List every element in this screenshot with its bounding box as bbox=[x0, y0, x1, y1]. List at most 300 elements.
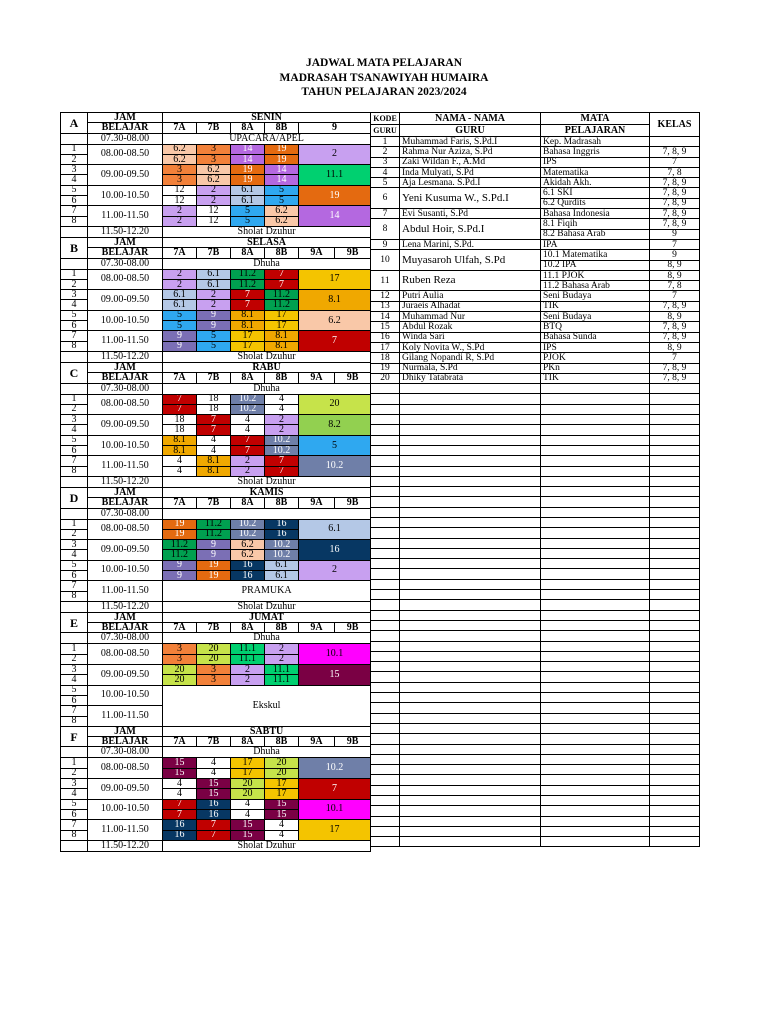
subject-cell: 5 bbox=[231, 216, 265, 226]
period-number bbox=[61, 601, 88, 612]
subject-cell: 17 bbox=[265, 779, 299, 789]
class-header: 8A bbox=[231, 623, 265, 633]
subject-cell: 6.1 bbox=[231, 196, 265, 206]
subject-cell: 19 bbox=[231, 175, 265, 185]
class-list: 7, 8, 9 bbox=[650, 322, 700, 332]
belajar-label: BELAJAR bbox=[88, 623, 163, 633]
subject-name: 10.1 Matematika bbox=[541, 250, 650, 260]
empty-cell bbox=[371, 579, 400, 589]
empty-cell bbox=[650, 631, 700, 641]
empty-cell bbox=[541, 590, 650, 600]
empty-cell bbox=[541, 723, 650, 733]
activity-cell: Sholat Dzuhur bbox=[163, 840, 371, 851]
empty-cell bbox=[400, 785, 541, 795]
empty-cell bbox=[650, 713, 700, 723]
empty-cell bbox=[541, 765, 650, 775]
nama-guru-label: GURU bbox=[400, 125, 541, 137]
subject-cell: 17 bbox=[231, 341, 265, 351]
belajar-label: BELAJAR bbox=[88, 123, 163, 133]
period-number: 2 bbox=[61, 529, 88, 539]
teacher-code: 8 bbox=[371, 219, 400, 240]
subject-cell: 18 bbox=[163, 425, 197, 435]
empty-cell bbox=[371, 445, 400, 455]
empty-cell bbox=[541, 641, 650, 651]
empty-cell bbox=[371, 816, 400, 826]
subject-cell: 11.1 bbox=[231, 654, 265, 664]
subject-cell: 4 bbox=[163, 466, 197, 476]
period-number: 6 bbox=[61, 321, 88, 331]
subject-cell: 8.1 bbox=[231, 310, 265, 320]
subject-cell: 11.2 bbox=[231, 269, 265, 279]
activity-cell: Sholat Dzuhur bbox=[163, 226, 371, 237]
belajar-label: BELAJAR bbox=[88, 248, 163, 258]
teacher-name: Koly Novita W., S.Pd bbox=[400, 342, 541, 352]
teacher-code: 5 bbox=[371, 178, 400, 188]
subject-cell: 20 bbox=[231, 779, 265, 789]
empty-cell bbox=[400, 837, 541, 847]
empty-cell bbox=[650, 435, 700, 445]
subject-cell: 11.2 bbox=[163, 550, 197, 560]
empty-cell bbox=[650, 548, 700, 558]
subject-cell: 9 bbox=[163, 331, 197, 341]
subject-cell: 8.1 bbox=[231, 321, 265, 331]
subject-name: Matematika bbox=[541, 167, 650, 177]
subject-cell: 6.1 bbox=[197, 279, 231, 289]
class-header: 8A bbox=[231, 373, 265, 383]
subject-cell: 6.2 bbox=[163, 154, 197, 164]
subject-name: 11.2 Bahasa Arab bbox=[541, 281, 650, 291]
subject-name: Bahasa Inggris bbox=[541, 147, 650, 157]
empty-cell bbox=[650, 528, 700, 538]
period-number bbox=[61, 133, 88, 144]
subject-cell: 11.1 bbox=[231, 644, 265, 654]
time-slot: 11.00-11.50 bbox=[88, 706, 163, 727]
subject-cell: 16 bbox=[231, 570, 265, 580]
subject-cell: 20 bbox=[163, 675, 197, 685]
subject-cell: 6.2 bbox=[231, 540, 265, 550]
period-number bbox=[61, 258, 88, 269]
period-number: 4 bbox=[61, 175, 88, 185]
subject-name: TIK bbox=[541, 373, 650, 383]
teacher-reference-table bbox=[370, 112, 700, 847]
empty-cell bbox=[371, 651, 400, 661]
teacher-code: 1 bbox=[371, 137, 400, 147]
period-number: 3 bbox=[61, 540, 88, 550]
belajar-label: BELAJAR bbox=[88, 373, 163, 383]
empty-cell bbox=[371, 476, 400, 486]
time-slot: 10.00-10.50 bbox=[88, 185, 163, 206]
title-line-3: TAHUN PELAJARAN 2023/2024 bbox=[301, 86, 467, 98]
empty-cell bbox=[400, 528, 541, 538]
period-number: 8 bbox=[61, 716, 88, 726]
subject-cell: 7 bbox=[231, 300, 265, 310]
empty-cell bbox=[541, 631, 650, 641]
empty-cell bbox=[650, 744, 700, 754]
subject-cell: 5 bbox=[265, 196, 299, 206]
subject-cell: 11.2 bbox=[265, 300, 299, 310]
subject-cell: 19 bbox=[163, 519, 197, 529]
empty-cell bbox=[541, 497, 650, 507]
class-list: 9 bbox=[650, 250, 700, 260]
class-header: 8B bbox=[265, 248, 299, 258]
empty-cell bbox=[400, 456, 541, 466]
subject-cell: 14 bbox=[231, 154, 265, 164]
time-slot: 08.00-08.50 bbox=[88, 644, 163, 665]
subject-cell: 11.2 bbox=[197, 519, 231, 529]
class-header: 9A bbox=[299, 373, 335, 383]
subject-cell: 2 bbox=[231, 456, 265, 466]
schedule-table bbox=[60, 112, 371, 852]
empty-cell bbox=[371, 435, 400, 445]
time-slot: 10.00-10.50 bbox=[88, 799, 163, 820]
subject-cell: 19 bbox=[265, 154, 299, 164]
class-list: 7 bbox=[650, 157, 700, 167]
time-slot: 09.00-09.50 bbox=[88, 165, 163, 186]
subject-cell: 7 bbox=[197, 415, 231, 425]
empty-cell bbox=[650, 404, 700, 414]
subject-cell: 20 bbox=[197, 644, 231, 654]
empty-cell bbox=[371, 394, 400, 404]
period-number: 2 bbox=[61, 154, 88, 164]
subject-cell: 2 bbox=[265, 425, 299, 435]
period-number: 5 bbox=[61, 185, 88, 195]
class-header: 8B bbox=[265, 498, 299, 508]
empty-cell bbox=[371, 754, 400, 764]
empty-cell bbox=[650, 620, 700, 630]
subject-name: Bahasa Sunda bbox=[541, 332, 650, 342]
empty-cell bbox=[371, 826, 400, 836]
class-9-cell: 16 bbox=[299, 540, 371, 561]
empty-cell bbox=[400, 796, 541, 806]
period-number: 4 bbox=[61, 789, 88, 799]
subject-cell: 4 bbox=[163, 456, 197, 466]
empty-cell bbox=[371, 528, 400, 538]
day-name: RABU bbox=[163, 362, 371, 372]
empty-cell bbox=[371, 713, 400, 723]
mata-label: MATA bbox=[541, 113, 650, 125]
day-letter: D bbox=[61, 487, 88, 508]
empty-cell bbox=[650, 590, 700, 600]
period-number: 7 bbox=[61, 456, 88, 466]
subject-cell: 5 bbox=[197, 331, 231, 341]
time-slot: 08.00-08.50 bbox=[88, 394, 163, 415]
empty-cell bbox=[650, 559, 700, 569]
teacher-name: Aja Lesmana. S.Pd.I bbox=[400, 178, 541, 188]
day-letter: A bbox=[61, 113, 88, 134]
subject-cell: 2 bbox=[265, 415, 299, 425]
period-number: 5 bbox=[61, 560, 88, 570]
empty-cell bbox=[650, 600, 700, 610]
teacher-code: 19 bbox=[371, 363, 400, 373]
period-number: 5 bbox=[61, 685, 88, 695]
subject-cell: 10.2 bbox=[231, 519, 265, 529]
teacher-code: 14 bbox=[371, 312, 400, 322]
teacher-name: Muhammad Faris, S.Pd.I bbox=[400, 137, 541, 147]
subject-cell: 16 bbox=[265, 519, 299, 529]
empty-cell bbox=[371, 517, 400, 527]
teacher-code: 10 bbox=[371, 250, 400, 271]
time-slot: 09.00-09.50 bbox=[88, 665, 163, 686]
class-9-cell: 2 bbox=[299, 144, 371, 165]
subject-cell: 3 bbox=[163, 654, 197, 664]
period-number: 3 bbox=[61, 290, 88, 300]
empty-cell bbox=[400, 538, 541, 548]
subject-cell: 6.1 bbox=[231, 185, 265, 195]
empty-cell bbox=[400, 487, 541, 497]
subject-name: 10.2 IPA bbox=[541, 260, 650, 270]
class-header: 9B bbox=[335, 623, 371, 633]
period-number bbox=[61, 747, 88, 758]
empty-cell bbox=[650, 806, 700, 816]
activity-cell: Sholat Dzuhur bbox=[163, 476, 371, 487]
class-header: 9B bbox=[335, 498, 371, 508]
teacher-name: Abdul Rozak bbox=[400, 322, 541, 332]
subject-name: 6.1 SKI bbox=[541, 188, 650, 198]
subject-cell: 19 bbox=[197, 560, 231, 570]
subject-cell: 8.1 bbox=[197, 466, 231, 476]
subject-cell: 2 bbox=[163, 216, 197, 226]
subject-cell: 10.2 bbox=[265, 446, 299, 456]
subject-cell: 6.2 bbox=[231, 550, 265, 560]
nama-label: NAMA - NAMA bbox=[400, 113, 541, 125]
title-line-2: MADRASAH TSANAWIYAH HUMAIRA bbox=[279, 71, 489, 84]
empty-cell bbox=[541, 445, 650, 455]
subject-cell: 14 bbox=[265, 175, 299, 185]
teacher-name: Nurmala, S.Pd bbox=[400, 363, 541, 373]
period-number: 7 bbox=[61, 331, 88, 341]
subject-name: 6.2 Qurdits bbox=[541, 198, 650, 208]
empty-cell bbox=[541, 651, 650, 661]
subject-cell: 17 bbox=[231, 331, 265, 341]
subject-cell: 16 bbox=[265, 529, 299, 539]
period-number: 4 bbox=[61, 550, 88, 560]
subject-cell: 16 bbox=[197, 799, 231, 809]
class-list: 7, 8, 9 bbox=[650, 332, 700, 342]
empty-cell bbox=[371, 693, 400, 703]
period-number: 3 bbox=[61, 665, 88, 675]
subject-cell: 15 bbox=[231, 830, 265, 840]
day-name: SENIN bbox=[163, 113, 371, 123]
empty-cell bbox=[371, 548, 400, 558]
subject-cell: 8.1 bbox=[163, 435, 197, 445]
subject-cell: 10.2 bbox=[231, 529, 265, 539]
time-slot: 08.00-08.50 bbox=[88, 519, 163, 540]
subject-cell: 4 bbox=[197, 446, 231, 456]
empty-cell bbox=[400, 682, 541, 692]
class-9-cell: 19 bbox=[299, 185, 371, 206]
subject-cell: 7 bbox=[231, 435, 265, 445]
subject-cell: 5 bbox=[163, 321, 197, 331]
subject-cell: 4 bbox=[265, 820, 299, 830]
empty-cell bbox=[541, 703, 650, 713]
period-number: 2 bbox=[61, 404, 88, 414]
empty-cell bbox=[541, 837, 650, 847]
class-header: 7A bbox=[163, 248, 197, 258]
empty-cell bbox=[541, 600, 650, 610]
teacher-name: Winda Sari bbox=[400, 332, 541, 342]
subject-cell: 2 bbox=[265, 654, 299, 664]
day-name: KAMIS bbox=[163, 487, 371, 497]
empty-cell bbox=[371, 497, 400, 507]
empty-cell bbox=[541, 425, 650, 435]
empty-cell bbox=[541, 713, 650, 723]
teacher-code: 2 bbox=[371, 147, 400, 157]
class-9-cell: 10.1 bbox=[299, 799, 371, 820]
subject-cell: 15 bbox=[265, 809, 299, 819]
period-number: 8 bbox=[61, 591, 88, 601]
empty-cell bbox=[650, 785, 700, 795]
period-number: 1 bbox=[61, 269, 88, 279]
guru-label: GURU bbox=[371, 125, 400, 137]
subject-cell: 17 bbox=[231, 768, 265, 778]
period-number: 6 bbox=[61, 809, 88, 819]
subject-cell: 18 bbox=[197, 404, 231, 414]
jam-label: JAM bbox=[88, 237, 163, 247]
teacher-name: Ruben Reza bbox=[400, 270, 541, 291]
class-9-cell: 10.1 bbox=[299, 644, 371, 665]
empty-cell bbox=[541, 404, 650, 414]
empty-cell bbox=[371, 682, 400, 692]
subject-cell: 10.2 bbox=[265, 540, 299, 550]
period-number: 8 bbox=[61, 341, 88, 351]
subject-cell: 8.1 bbox=[163, 446, 197, 456]
empty-cell bbox=[371, 538, 400, 548]
empty-cell bbox=[650, 569, 700, 579]
empty-cell bbox=[400, 394, 541, 404]
subject-cell: 17 bbox=[231, 758, 265, 768]
period-number: 2 bbox=[61, 279, 88, 289]
empty-cell bbox=[400, 466, 541, 476]
class-header: 8A bbox=[231, 248, 265, 258]
empty-cell bbox=[371, 641, 400, 651]
class-9-cell: 7 bbox=[299, 779, 371, 800]
subject-name: Akidah Akh. bbox=[541, 178, 650, 188]
empty-cell bbox=[400, 384, 541, 394]
period-number: 6 bbox=[61, 695, 88, 705]
empty-cell bbox=[371, 806, 400, 816]
teacher-name: Lena Marini, S.Pd. bbox=[400, 239, 541, 249]
class-9-cell: 10.2 bbox=[299, 758, 371, 779]
subject-cell: 20 bbox=[197, 654, 231, 664]
empty-cell bbox=[371, 662, 400, 672]
empty-cell bbox=[400, 744, 541, 754]
class-list: 8, 9 bbox=[650, 270, 700, 280]
empty-cell bbox=[371, 703, 400, 713]
class-header: 7B bbox=[197, 123, 231, 133]
empty-cell bbox=[541, 528, 650, 538]
subject-cell: 12 bbox=[197, 206, 231, 216]
subject-cell: 15 bbox=[163, 758, 197, 768]
subject-cell: 7 bbox=[197, 820, 231, 830]
empty-cell bbox=[541, 569, 650, 579]
subject-cell: 10.2 bbox=[265, 550, 299, 560]
day-name: JUMAT bbox=[163, 612, 371, 622]
subject-cell: 11.2 bbox=[231, 279, 265, 289]
class-header: 8B bbox=[265, 373, 299, 383]
teacher-name: Juraeis Alhadat bbox=[400, 301, 541, 311]
teacher-code: 6 bbox=[371, 188, 400, 209]
class-header: 9 bbox=[299, 123, 371, 133]
empty-cell bbox=[541, 826, 650, 836]
subject-cell: 8.1 bbox=[197, 456, 231, 466]
subject-cell: 6.1 bbox=[163, 300, 197, 310]
class-list: 7, 8, 9 bbox=[650, 219, 700, 229]
activity-cell: UPACARA/APEL bbox=[163, 133, 371, 144]
activity-cell: Dhuha bbox=[163, 633, 371, 644]
teacher-name: Muhammad Nur bbox=[400, 312, 541, 322]
class-9-cell: 11.1 bbox=[299, 165, 371, 186]
empty-cell bbox=[371, 672, 400, 682]
subject-cell: 11.1 bbox=[265, 665, 299, 675]
time-slot: 11.00-11.50 bbox=[88, 820, 163, 841]
teacher-name: Abdul Hoir, S.Pd.I bbox=[400, 219, 541, 240]
time-slot: 10.00-10.50 bbox=[88, 685, 163, 706]
subject-cell: 6.1 bbox=[265, 570, 299, 580]
class-list: 7, 8, 9 bbox=[650, 147, 700, 157]
empty-cell bbox=[541, 507, 650, 517]
period-number: 7 bbox=[61, 581, 88, 591]
day-letter: E bbox=[61, 612, 88, 633]
teacher-code: 12 bbox=[371, 291, 400, 301]
empty-cell bbox=[541, 538, 650, 548]
day-name: SABTU bbox=[163, 726, 371, 736]
empty-cell bbox=[400, 590, 541, 600]
empty-cell bbox=[400, 415, 541, 425]
empty-cell bbox=[650, 693, 700, 703]
subject-cell: 5 bbox=[231, 206, 265, 216]
class-list: 7, 8, 9 bbox=[650, 209, 700, 219]
empty-cell bbox=[541, 559, 650, 569]
subject-cell: 7 bbox=[163, 809, 197, 819]
class-header: 7A bbox=[163, 737, 197, 747]
subject-cell: 19 bbox=[197, 570, 231, 580]
subject-cell: 20 bbox=[265, 768, 299, 778]
class-header: 8A bbox=[231, 123, 265, 133]
empty-cell bbox=[400, 703, 541, 713]
subject-cell: 15 bbox=[197, 789, 231, 799]
empty-cell bbox=[400, 445, 541, 455]
period-number: 8 bbox=[61, 216, 88, 226]
class-9-cell: 15 bbox=[299, 665, 371, 686]
day-name: SELASA bbox=[163, 237, 371, 247]
empty-cell bbox=[371, 620, 400, 630]
empty-cell bbox=[541, 487, 650, 497]
period-number: 1 bbox=[61, 144, 88, 154]
subject-cell: 9 bbox=[163, 570, 197, 580]
subject-cell: 20 bbox=[163, 665, 197, 675]
subject-cell: 3 bbox=[197, 154, 231, 164]
subject-cell: 2 bbox=[197, 185, 231, 195]
subject-cell: 7 bbox=[197, 425, 231, 435]
empty-cell bbox=[650, 466, 700, 476]
empty-cell bbox=[541, 744, 650, 754]
subject-cell: 3 bbox=[163, 175, 197, 185]
empty-cell bbox=[371, 487, 400, 497]
period-number: 2 bbox=[61, 654, 88, 664]
subject-cell: 7 bbox=[197, 830, 231, 840]
period-number bbox=[61, 476, 88, 487]
period-number bbox=[61, 383, 88, 394]
time-slot: 08.00-08.50 bbox=[88, 758, 163, 779]
teacher-code: 11 bbox=[371, 270, 400, 291]
class-header: 8A bbox=[231, 498, 265, 508]
empty-cell bbox=[400, 476, 541, 486]
subject-cell: 6.2 bbox=[197, 175, 231, 185]
period-number: 3 bbox=[61, 779, 88, 789]
empty-cell bbox=[371, 590, 400, 600]
class-9-cell: 8.2 bbox=[299, 415, 371, 436]
empty-cell bbox=[400, 579, 541, 589]
